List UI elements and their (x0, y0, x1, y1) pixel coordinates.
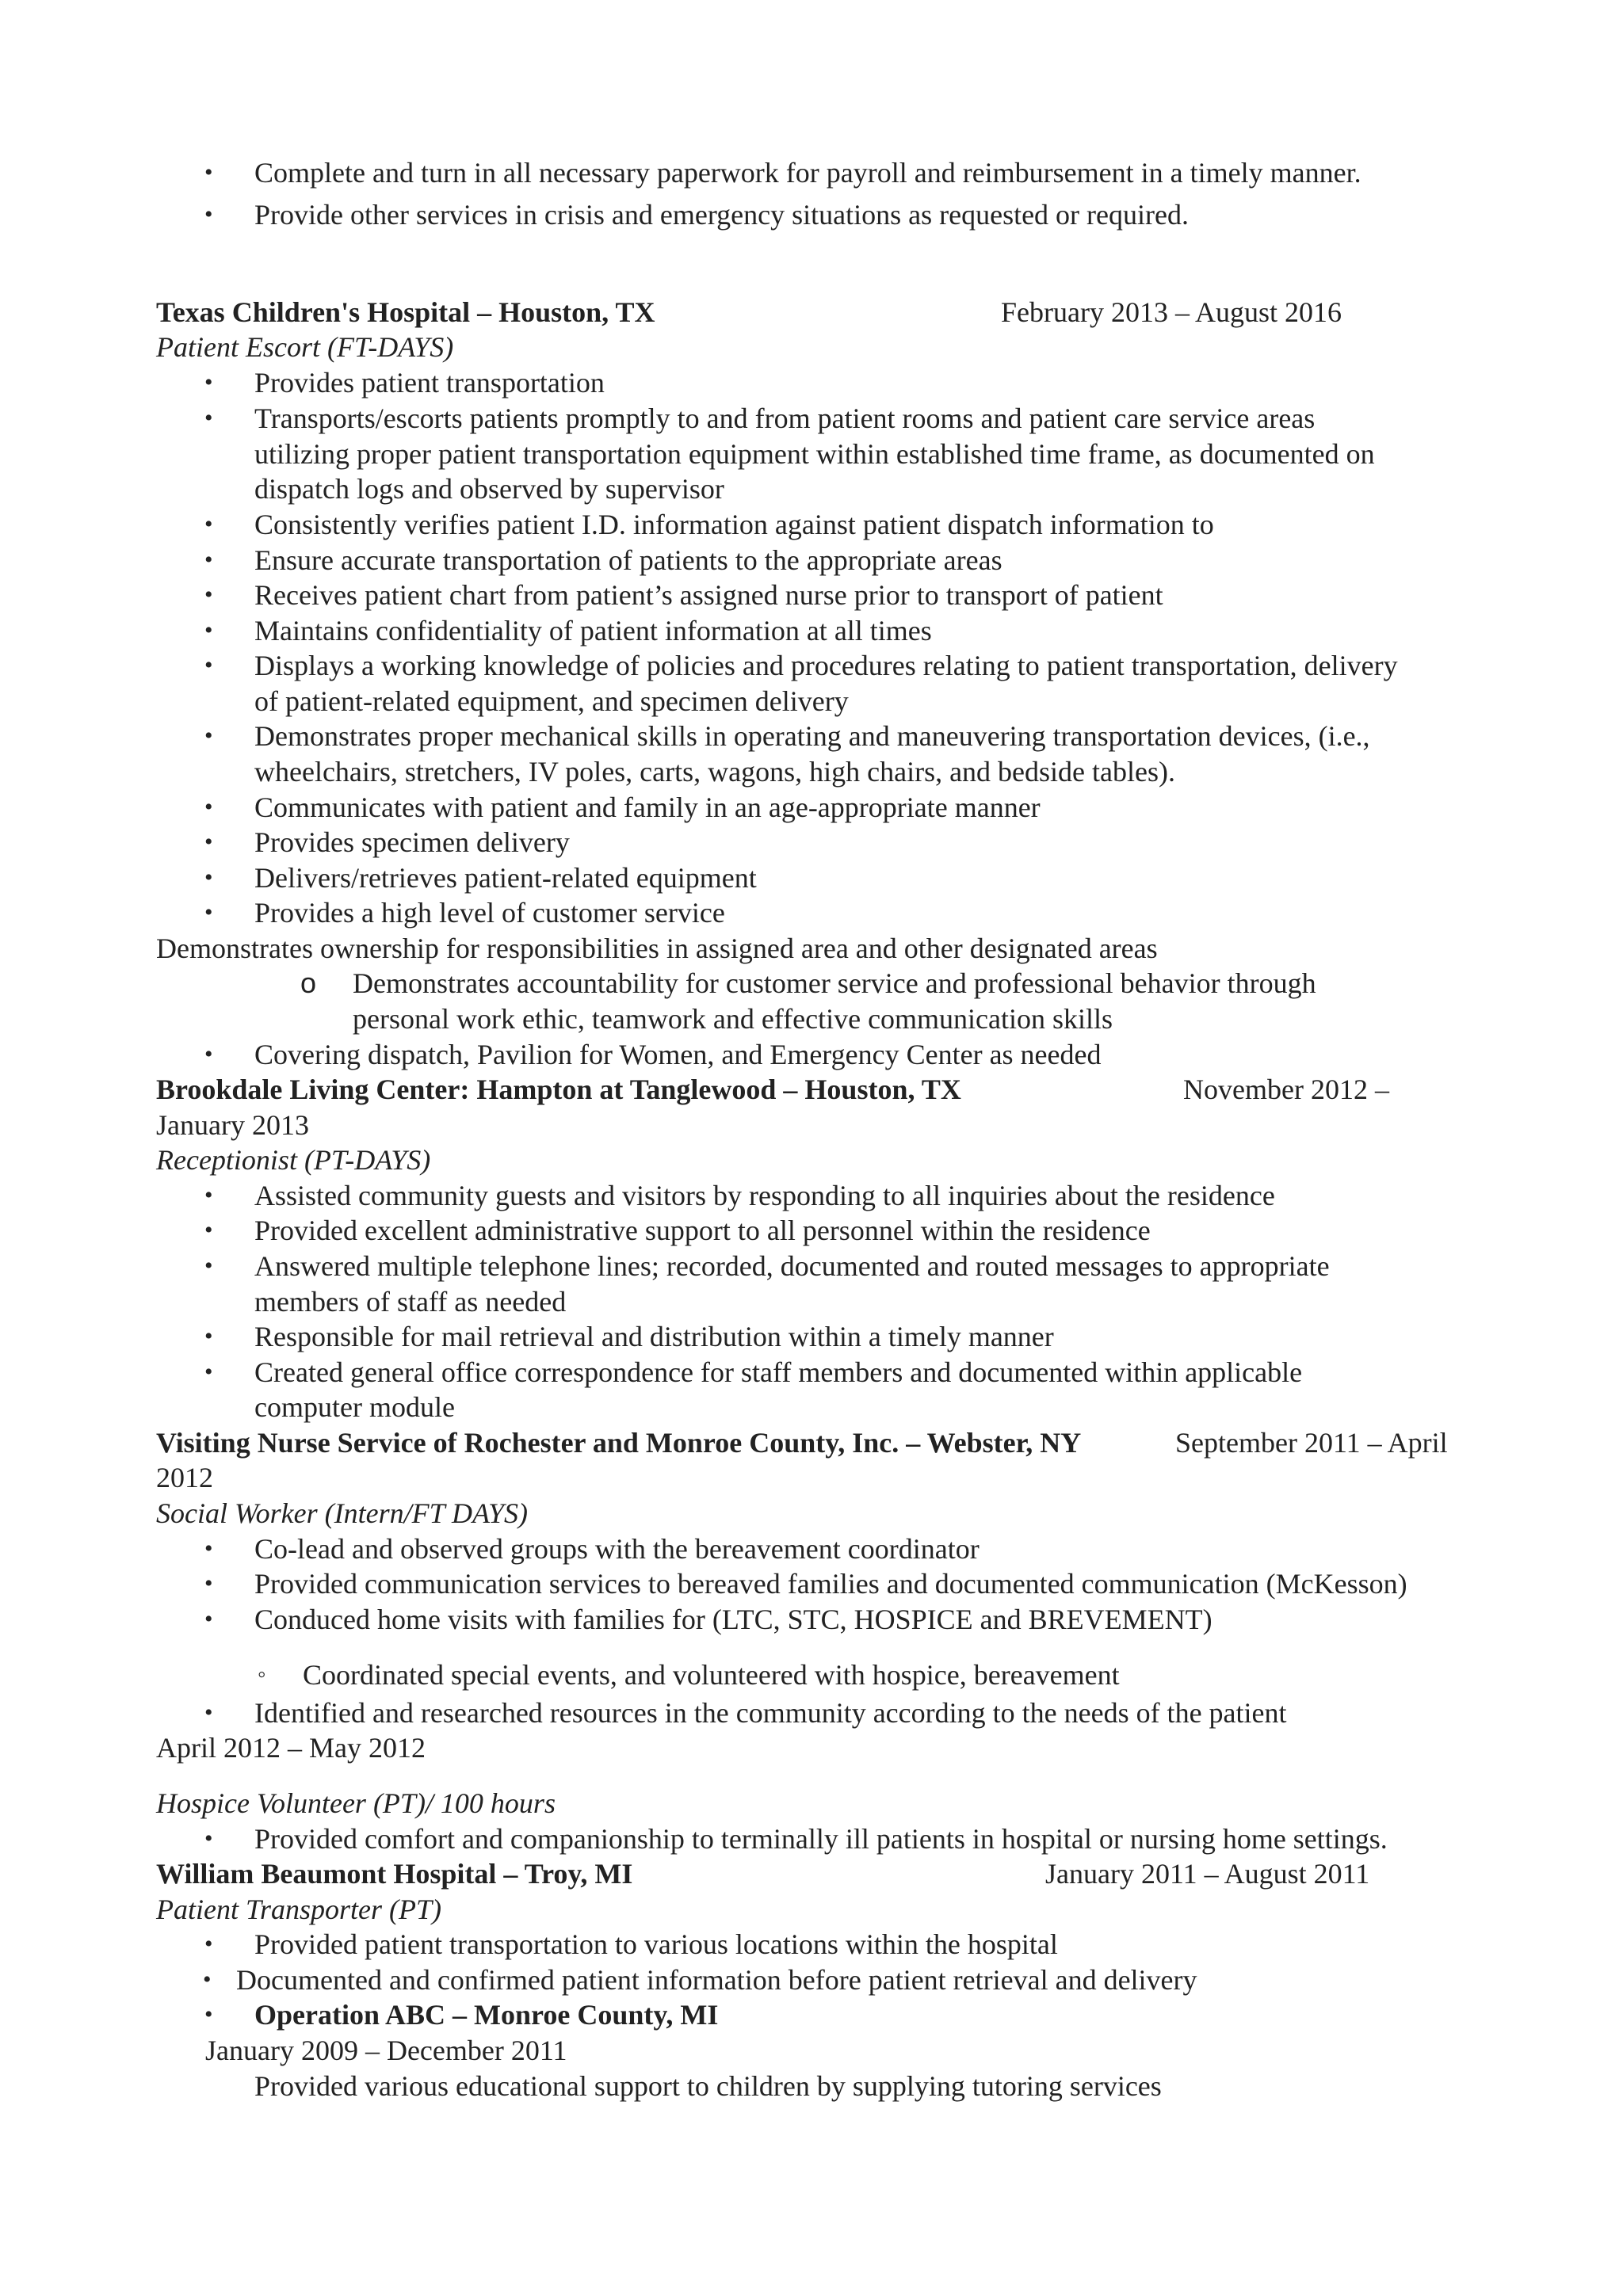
list-item: Provides a high level of customer service (254, 897, 725, 929)
list-item-continuation: computer module (254, 1391, 455, 1423)
list-item: Transports/escorts patients promptly to and from patient rooms and patient care service areas (254, 402, 1316, 434)
list-item: Delivers/retrieves patient-related equipment (254, 862, 757, 894)
list-item: Ensure accurate transportation of patients to the appropriate areas (254, 544, 1002, 576)
list-item: Answered multiple telephone lines; recorded, documented and routed messages to appropriate (254, 1250, 1330, 1282)
bullet-marker: • (204, 1253, 213, 1279)
bullet-marker: • (204, 369, 213, 395)
bullet-marker: • (204, 1359, 213, 1385)
list-item: Maintains confidentiality of patient information at all times (254, 615, 932, 646)
job-title: Social Worker (Intern/FT DAYS) (156, 1497, 528, 1529)
job-title: Patient Transporter (PT) (156, 1894, 442, 1925)
bullet-marker: • (204, 899, 213, 925)
bullet-marker: • (204, 1217, 213, 1243)
bullet-marker: • (204, 2001, 213, 2027)
employment-dates: February 2013 – August 2016 (1001, 296, 1342, 328)
bullet-marker: • (204, 405, 213, 431)
list-item-continuation: members of staff as needed (254, 1286, 567, 1318)
list-item: Communicates with patient and family in an age-appropriate manner (254, 791, 1041, 823)
bullet-marker: • (204, 723, 213, 749)
sub-list-item-continuation: personal work ethic, teamwork and effective communication skills (353, 1003, 1113, 1035)
job-title: Hospice Volunteer (PT)/ 100 hours (156, 1787, 556, 1819)
bullet-marker: • (204, 1323, 213, 1349)
list-item-continuation: dispatch logs and observed by supervisor (254, 473, 724, 505)
bullet-marker: • (204, 201, 213, 227)
list-item: Provided communication services to bereaved families and documented communication (McKesson) (254, 1568, 1407, 1600)
bullet-marker: • (204, 1041, 213, 1067)
employer-name: Brookdale Living Center: Hampton at Tanglewood – Houston, TX (156, 1074, 961, 1105)
sub-list-item: Demonstrates accountability for customer service and professional behavior through (353, 967, 1316, 999)
list-item: Demonstrates proper mechanical skills in operating and maneuvering transportation devices, (i.e., (254, 720, 1370, 752)
job-title: Patient Escort (FT-DAYS) (156, 331, 454, 363)
list-item: Co-lead and observed groups with the bereavement coordinator (254, 1533, 980, 1565)
bullet-marker: • (204, 1535, 213, 1562)
employer-name: Operation ABC – Monroe County, MI (254, 1999, 719, 2031)
employment-dates: September 2011 – April (1175, 1427, 1448, 1459)
bullet-marker: • (204, 1699, 213, 1726)
list-item: Provided excellent administrative support to all personnel within the residence (254, 1215, 1151, 1246)
list-item: Consistently verifies patient I.D. information against patient dispatch information to (254, 509, 1214, 540)
bullet-marker: • (204, 794, 213, 820)
list-item: Provide other services in crisis and emergency situations as requested or required. (254, 199, 1189, 231)
list-item: Displays a working knowledge of policies and procedures relating to patient transportation, delivery (254, 650, 1398, 681)
list-item: Assisted community guests and visitors by responding to all inquiries about the residence (254, 1180, 1275, 1211)
list-item-continuation: of patient-related equipment, and specimen delivery (254, 685, 849, 717)
employer-name: Visiting Nurse Service of Rochester and Monroe County, Inc. – Webster, NY (156, 1427, 1082, 1459)
list-item: Provided comfort and companionship to terminally ill patients in hospital or nursing home settings. (254, 1823, 1388, 1855)
bullet-marker: • (204, 582, 213, 608)
list-item: Provides specimen delivery (254, 826, 570, 858)
list-item: Covering dispatch, Pavilion for Women, and Emergency Center as needed (254, 1039, 1102, 1070)
employer-name: William Beaumont Hospital – Troy, MI (156, 1858, 633, 1890)
employment-dates: January 2011 – August 2011 (1045, 1858, 1370, 1890)
list-item: Provides patient transportation (254, 367, 605, 399)
list-item-continuation: utilizing proper patient transportation equipment within established time frame, as documented on (254, 438, 1375, 470)
bullet-marker: • (204, 1606, 213, 1632)
job-title: Receptionist (PT-DAYS) (156, 1144, 431, 1176)
employment-dates: November 2012 – (1183, 1074, 1389, 1105)
employment-dates-continuation: 2012 (156, 1462, 213, 1493)
list-item: Created general office correspondence for staff members and documented within applicable (254, 1356, 1303, 1388)
bullet-marker: • (204, 617, 213, 643)
list-item: Documented and confirmed patient information before patient retrieval and delivery (236, 1964, 1197, 1996)
bullet-marker: • (204, 1825, 213, 1852)
bullet-marker: • (204, 1931, 213, 1957)
bullet-marker: • (204, 547, 213, 573)
list-item: Conduced home visits with families for (LTC, STC, HOSPICE and BREVEMENT) (254, 1604, 1212, 1635)
bullet-marker: • (204, 864, 213, 891)
ownership-statement: Demonstrates ownership for responsibilities in assigned area and other designated areas (156, 933, 1158, 964)
list-item: Complete and turn in all necessary paperwork for payroll and reimbursement in a timely manner. (254, 157, 1361, 189)
employer-name: Texas Children's Hospital – Houston, TX (156, 296, 655, 328)
bullet-marker: • (204, 159, 213, 185)
list-item: Responsible for mail retrieval and distribution within a timely manner (254, 1321, 1054, 1352)
employment-dates-continuation: January 2013 (156, 1109, 309, 1141)
employment-dates: April 2012 – May 2012 (156, 1732, 426, 1764)
sub-list-item: Coordinated special events, and volunteered with hospice, bereavement (303, 1659, 1120, 1691)
bullet-marker: • (204, 1570, 213, 1596)
bullet-marker: • (203, 1966, 212, 1993)
job-description: Provided various educational support to children by supplying tutoring services (254, 2070, 1162, 2102)
sub-bullet-marker: ◦ (258, 1661, 266, 1688)
bullet-marker: • (204, 652, 213, 678)
employment-dates: January 2009 – December 2011 (205, 2035, 567, 2066)
list-item: Identified and researched resources in the community according to the needs of the patient (254, 1697, 1287, 1729)
bullet-marker: • (204, 1182, 213, 1208)
bullet-marker: • (204, 829, 213, 855)
bullet-marker: • (204, 511, 213, 537)
list-item-continuation: wheelchairs, stretchers, IV poles, carts, wagons, high chairs, and bedside tables). (254, 756, 1175, 788)
sub-bullet-marker: o (300, 967, 317, 999)
list-item: Provided patient transportation to various locations within the hospital (254, 1928, 1058, 1960)
list-item: Receives patient chart from patient’s assigned nurse prior to transport of patient (254, 579, 1163, 611)
